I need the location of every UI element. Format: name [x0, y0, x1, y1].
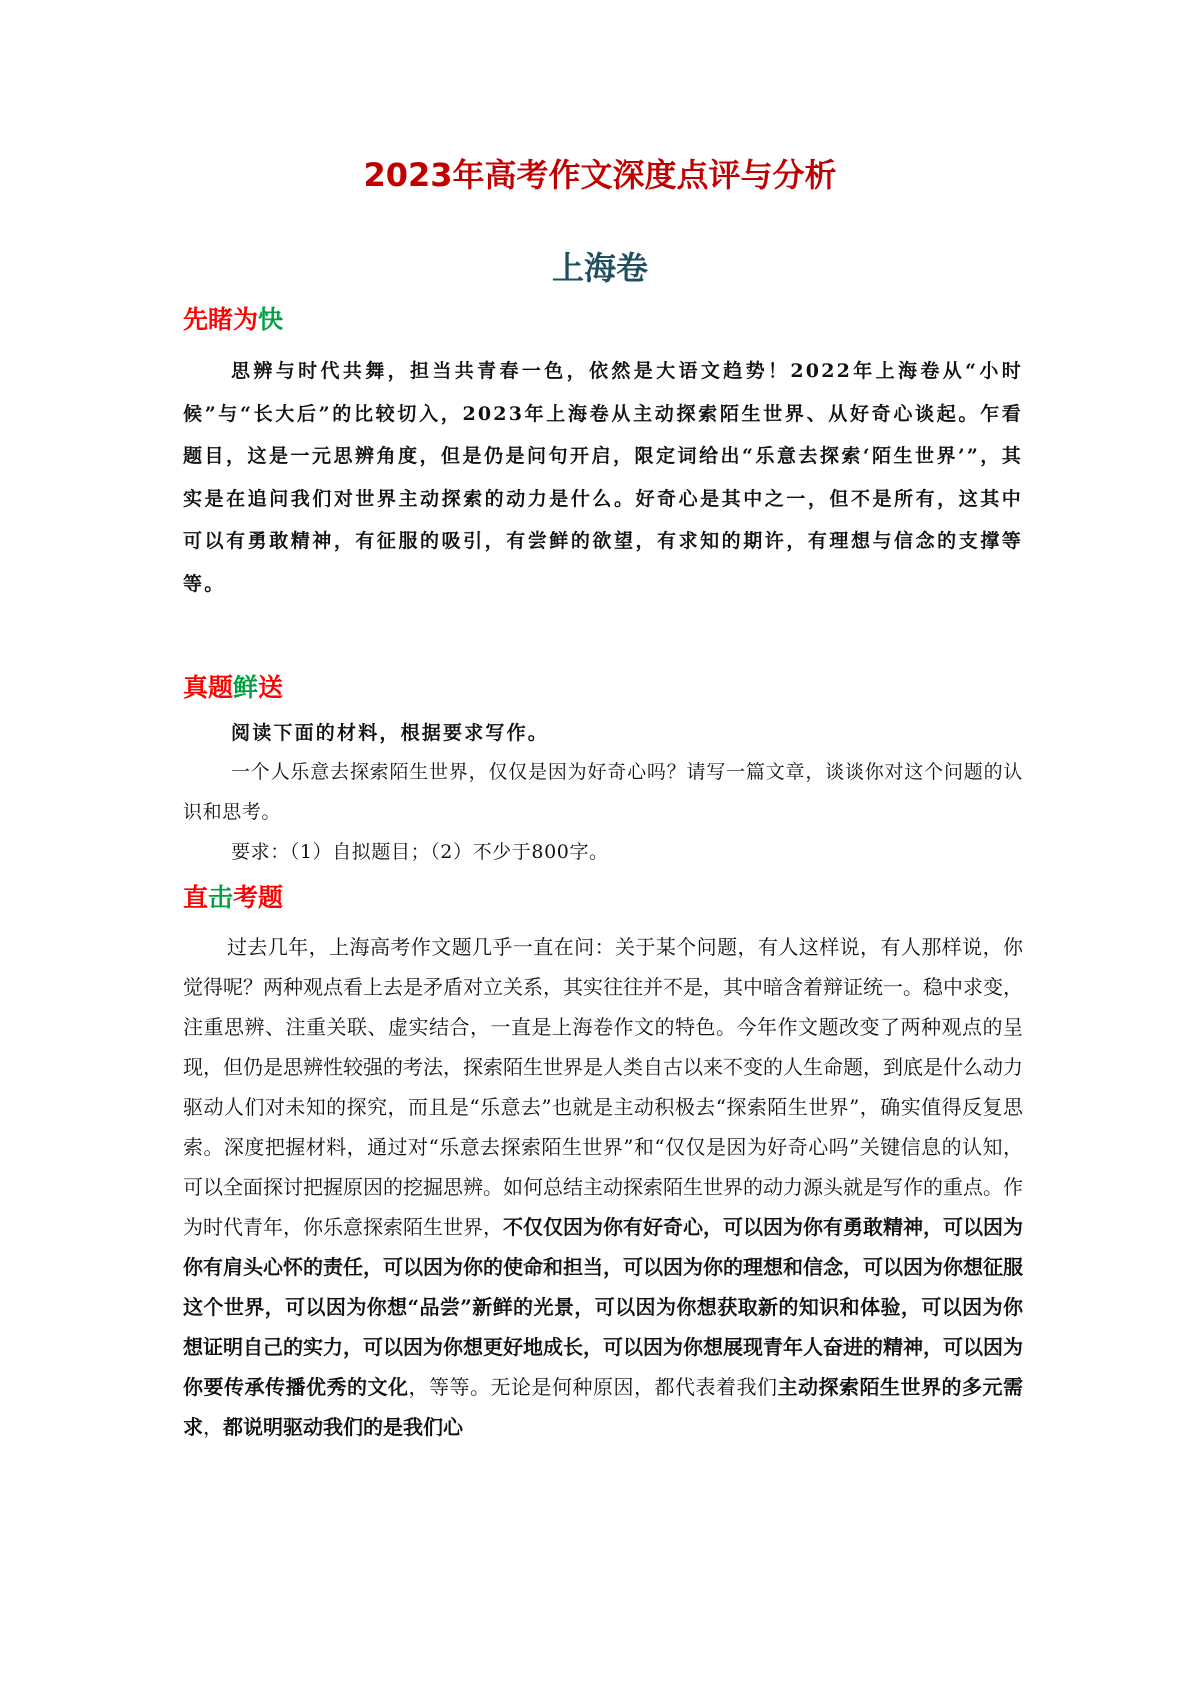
heading-text-green: 击	[208, 883, 234, 912]
analysis-text-1: 过去几年，上海高考作文题几乎一直在问：关于某个问题，有人这样说，有人那样说，你觉得呢？两种观点看上去是矛盾对立关系，其实往往并不是，其中暗含着辩证统一。稳中求变，注重思辨、注重关联、虚实结合，一直是上海卷作文的特色。今年作文题改变了两种观点的呈现，但仍是思辨性较强的考法，探索陌生世界是人类自古以来不变的人生命题，到底是什么动力驱动人们对未知的探究，而且是“乐意去”也就是主动积极去“探索陌生世界”，确实值得反复思索。深度把握材料，通过对“乐意去探索陌生世界”和“仅仅是因为好奇心吗”关键信息的认知，可以全面探讨把握原因的挖掘思辨。如何总结主动探索陌生世界的动力源头就是写作的重点。作为时代青年，你乐意探索陌生世界，	[183, 935, 1023, 1239]
prompt-instruction: 阅读下面的材料，根据要求写作。	[231, 722, 550, 744]
section-heading-exam-question	[183, 668, 283, 704]
analysis-text-2: ，等等。无论是何种原因，都代表着我们	[408, 1375, 778, 1399]
analysis-bold-1: 不仅仅因为你有好奇心，可以因为你有勇敢精神，可以因为你有肩头心怀的责任，可以因为你的使命和担当，可以因为你的理想和信念，可以因为你想征服这个世界，可以因为你想“品尝”新鲜的光景，可以因为你想获取新的知识和体验，可以因为你想证明自己的实力，可以因为你想更好地成长，可以因为你想展现青年人奋进的精神，可以因为你要传承传播优秀的文化	[183, 1215, 1023, 1399]
heading-text-green: 鲜	[233, 673, 259, 702]
section-heading-analysis	[183, 878, 283, 914]
analysis-paragraph	[183, 927, 1023, 1447]
heading-text-green: 快	[258, 305, 284, 334]
heading-text-red-2: 送	[258, 673, 284, 702]
heading-text-red: 直	[183, 883, 209, 912]
intro-paragraph: 思辨与时代共舞，担当共青春一色，依然是大语文趋势！2022年上海卷从“小时候”与“长大后”的比较切入，2023年上海卷从主动探索陌生世界、从好奇心谈起。乍看题目，这是一元思辨角度，但是仍是问句开启，限定词给出“乐意去探索‘陌生世界’”，其实是在追问我们对世界主动探索的动力是什么。好奇心是其中之一，但不是所有，这其中可以有勇敢精神，有征服的吸引，有尝鲜的欲望，有求知的期许，有理想与信念的支撑等等。	[183, 360, 1023, 595]
section-heading-preview	[183, 300, 283, 336]
analysis-bold-3: 都说明驱动我们的是我们心	[223, 1415, 463, 1439]
prompt-requirement: 要求：（1）自拟题目；（2）不少于800字。	[231, 841, 609, 863]
heading-text-red: 真题	[183, 673, 234, 702]
analysis-text-3: ，	[203, 1415, 223, 1439]
page-title: 2023年高考作文深度点评与分析	[363, 156, 837, 194]
prompt-material: 一个人乐意去探索陌生世界，仅仅是因为好奇心吗？请写一篇文章，谈谈你对这个问题的认识和思考。	[183, 761, 1023, 823]
analysis-bold-2: 主动探索陌生世界的多元需求	[183, 1375, 1023, 1439]
page-subtitle: 上海卷	[551, 249, 648, 287]
heading-text-red-2: 考题	[233, 883, 284, 912]
heading-text-red: 先睹为	[183, 305, 259, 334]
